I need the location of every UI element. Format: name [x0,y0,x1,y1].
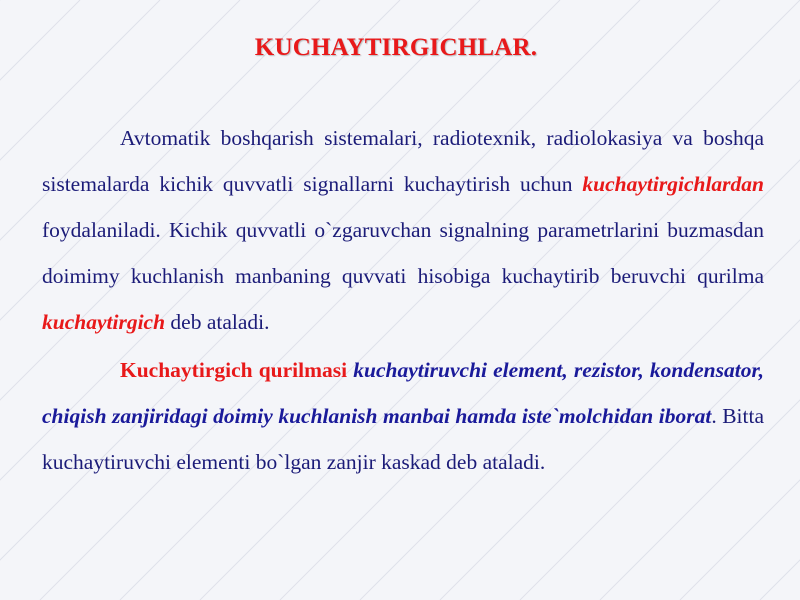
term-kuchaytirgich: kuchaytirgich [42,310,166,334]
slide-title: KUCHAYTIRGICHLAR. [254,34,538,61]
term-kuchaytirgichlardan: kuchaytirgichlardan [582,172,764,196]
emphasis-comma: , [562,358,568,382]
paragraph1-text-part2: foydalaniladi. Kichik quvvatli o`zgaruvchan signalning parametrlarini buzmasdan doimimy kuchlanish manbaning quvvati hisobiga kuchaytirib beruvchi qurilma [42,218,764,288]
paragraph1-text-part1: Avtomatik boshqarish sistemalari, radiotexnik, radiolokasiya va boshqa sistemalarda kichik quvvatli signallarni kuchaytirish uchun [42,126,764,196]
paragraph1-text-part3: deb ataladi. [165,310,270,334]
paragraph-definition [42,115,764,345]
paragraph-structure [42,347,764,485]
paragraph2-text-rest: . Bitta kuchaytiruvchi elementi bo`lgan zanjir kaskad deb ataladi. [42,404,764,474]
lead-kuchaytirgich-qurilmasi: Kuchaytirgich qurilmasi [120,358,348,382]
slide-body [42,115,764,485]
emphasis-components-list: rezistor, kondensator, chiqish zanjiridagi doimiy kuchlanish manbai hamda iste`molchidan iborat [42,358,765,428]
emphasis-kuchaytiruvchi-element: kuchaytiruvchi element [353,358,563,382]
